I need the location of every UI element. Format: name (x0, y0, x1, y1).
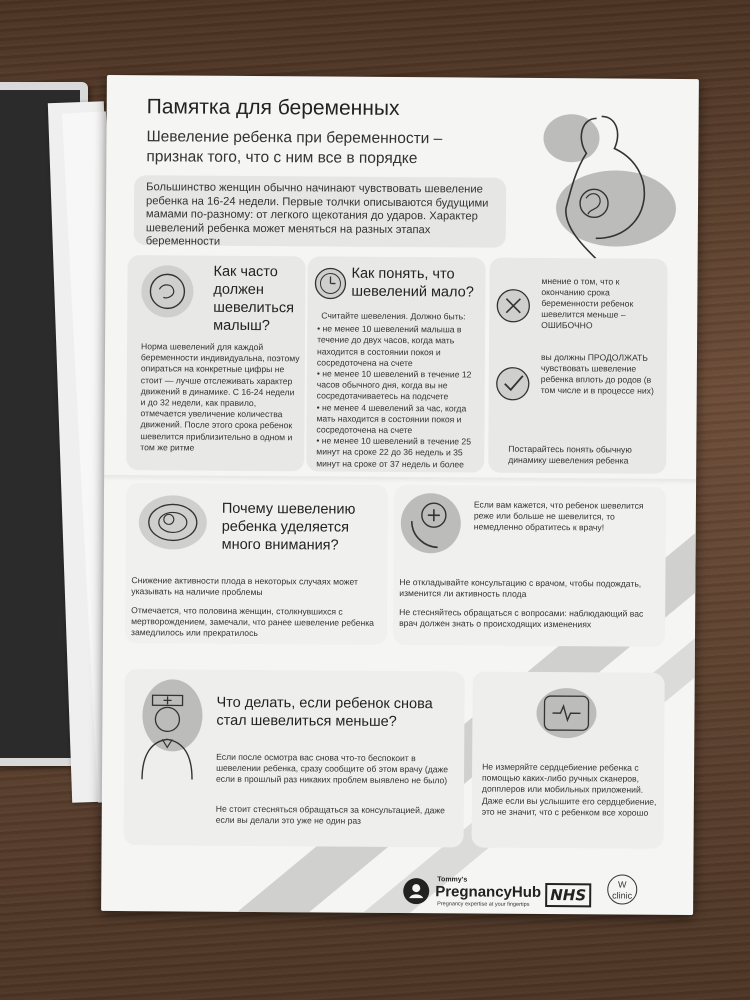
cross-mark-icon (495, 288, 531, 324)
doctor-illustration (132, 675, 205, 786)
card-how-to-tell-lead: Считайте шевеления. Должно быть: (321, 310, 466, 322)
list-item: • не менее 4 шевелений за час, когда мать находится в состоянии покоя и сосредоточена на счете (316, 402, 478, 437)
page-title: Памятка для беременных (146, 95, 400, 120)
list-item: • не менее 10 шевелений в течение 25 минут на сроке 22 до 36 недель и 35 минут на сроке от 37 недель и более (316, 436, 478, 471)
intro-block: Большинство женщин обычно начинают чувствовать шевеление ребенка на 16-24 недели. Первые толчки описываются будущими мамами по-разному: от легкого щекотания до ударов. Характер шевелений ребенка может меняться на разных этапах беременности (134, 175, 506, 248)
card-how-to-tell (306, 256, 485, 472)
heartbeat-icon (534, 686, 598, 740)
doctor-call-icon (398, 491, 464, 555)
card-see-doctor-p1: Не откладывайте консультацию с врачом, чтобы подождать, изменится ли активность плода (399, 576, 642, 600)
fetus-icon (136, 491, 210, 554)
background-books (0, 82, 118, 752)
card-frequency-text: Норма шевелений для каждой беременности индивидуальна, поэтому опираться на конкретные цифры не стоит — лучше отслеживать характер движений в динамике. С 16-24 недели и до 32 недели, как правило, отмечается увеличение количества движений. После этого срока ребенок шевелится приблизительно в одном и том же ритме (140, 341, 300, 453)
card-what-to-do (124, 669, 465, 847)
card-how-to-tell-heading: Как понять, что шевелений мало? (351, 265, 474, 301)
brand-tagline: Pregnancy expertise at your fingertips (437, 901, 530, 908)
card-why-attention-heading: Почему шевелению ребенка уделяется много внимания? (221, 500, 356, 554)
w-clinic-logo: W clinic (607, 874, 637, 904)
movement-count-list (316, 324, 479, 471)
brand-name: PregnancyHub (435, 883, 542, 901)
card-see-doctor-p2: Не стесняйтесь обращаться с вопросами: наблюдающий вас врач должен знать о происходящих изменениях (399, 606, 644, 630)
card-frequency-heading: Как часто должен шевелиться малыш? (213, 263, 295, 335)
card-how-to-tell-text (316, 310, 479, 470)
card-see-doctor-lead: Если вам кажется, что ребенок шевелится реже или больше не шевелится, то немедленно обратитесь к врачу! (473, 499, 644, 533)
myth-bottom-text: Постарайтесь понять обычную динамику шевеления ребенка (508, 443, 632, 466)
card-why-attention-p1: Снижение активности плода в некоторых случаях может указывать на наличие проблемы (131, 575, 359, 598)
list-item: • не менее 10 шевелений в течение 12 часов обычного дня, когда вы не сосредотачиваетесь на подсчете (317, 368, 479, 403)
list-item: • не менее 10 шевелений малыша в течение до двух часов, когда мать находится в состоянии покоя и сосредоточена на счете (317, 324, 479, 370)
baby-icon (137, 261, 197, 321)
check-mark-icon (495, 366, 531, 402)
myth-right-text: вы должны ПРОДОЛЖАТЬ чувствовать шевеление ребенка вплоть до родов (в том числе и в процессе них) (540, 351, 654, 396)
card-no-doppler-text: Не измеряйте сердцебиение ребенка с помощью каких-либо ручных сканеров, допплеров или мобильных приложений. Даже если вы услышите его сердцебиение, это не значит, что с ребенком все хорошо (481, 761, 657, 818)
card-no-doppler (472, 672, 665, 849)
card-what-to-do-p1: Если после осмотра вас снова что-то беспокоит в шевелении ребенка, сразу сообщите об этом врачу (даже если в прошлый раз никаких проблем выявлено не было) (215, 751, 449, 786)
card-why-attention (125, 483, 388, 645)
leaflet (101, 75, 699, 915)
card-what-to-do-heading: Что делать, если ребенок снова стал шевелиться меньше? (216, 694, 433, 730)
page-subtitle: Шевеление ребенка при беременности – признак того, что с ним все в порядке (146, 128, 443, 168)
card-see-doctor (393, 485, 666, 647)
card-why-attention-p2: Отмечается, что половина женщин, столкнувшихся с мертворождением, замечали, что ранее шевеление ребенка замедлилось или прекратилось (130, 605, 375, 639)
card-frequency (126, 255, 305, 471)
card-what-to-do-p2: Не стоит стесняться обращаться за консультацией, даже если вы делали это уже не один раз (215, 803, 446, 826)
pregnancy-hub-logo-icon (401, 876, 431, 906)
myth-wrong-text: мнение о том, что к окончанию срока беременности ребенок шевелится меньше – ОШИБОЧНО (541, 275, 634, 331)
clock-icon (313, 266, 347, 300)
card-myths (488, 258, 667, 474)
pregnant-woman-illustration (526, 98, 687, 259)
brand-small: Tommy's (437, 876, 468, 884)
nhs-logo: NHS (545, 883, 591, 907)
